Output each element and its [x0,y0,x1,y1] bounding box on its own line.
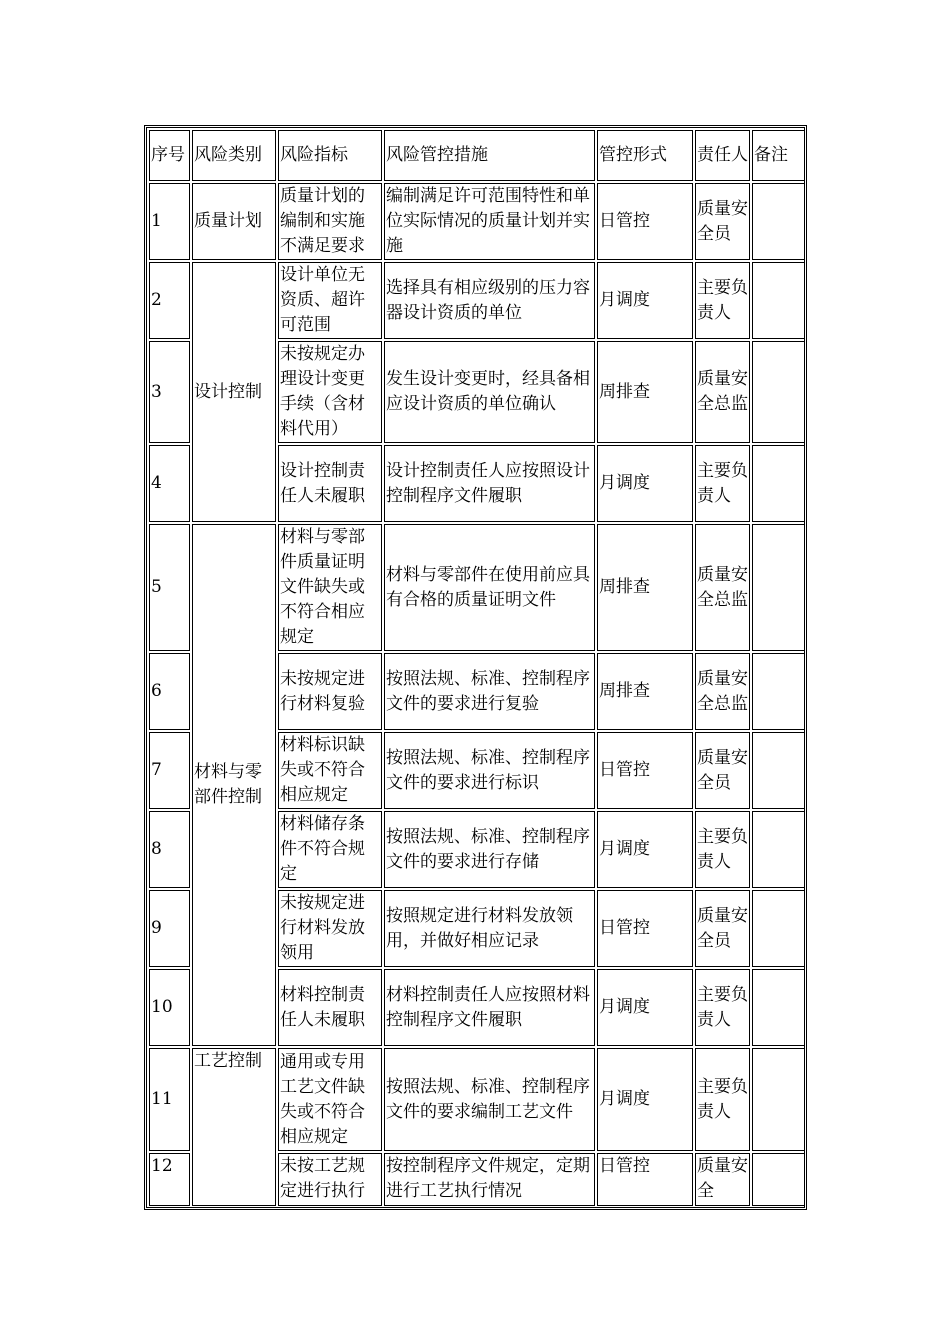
row-seq: 5 [149,524,190,651]
row-measure: 选择具有相应级别的压力容器设计资质的单位 [384,262,595,339]
risk-control-table [147,128,807,1208]
table-row [149,262,807,339]
header-measure: 风险管控措施 [384,130,595,181]
row-indicator: 未按规定进行材料复验 [278,653,382,730]
row-note [752,969,807,1046]
row-note [752,524,807,651]
row-seq: 3 [149,341,190,443]
row-note [752,811,807,888]
row-indicator: 材料与零部件质量证明文件缺失或不符合相应规定 [278,524,382,651]
row-owner: 主要负责人 [695,811,750,888]
risk-control-table-frame [144,125,807,1210]
row-owner: 质量安全总监 [695,524,750,651]
header-seq: 序号 [149,130,190,181]
header-category: 风险类别 [192,130,276,181]
row-seq: 9 [149,890,190,967]
row-note [752,262,807,339]
row-form: 月调度 [597,811,693,888]
row-seq: 4 [149,445,190,522]
header-form: 管控形式 [597,130,693,181]
row-indicator: 设计控制责任人未履职 [278,445,382,522]
row-owner: 质量安全总监 [695,341,750,443]
row-indicator: 未按规定进行材料发放领用 [278,890,382,967]
row-indicator: 未按规定办理设计变更手续（含材料代用） [278,341,382,443]
row-measure: 按照法规、标准、控制程序文件的要求进行存储 [384,811,595,888]
row-owner: 主要负责人 [695,262,750,339]
header-indicator: 风险指标 [278,130,382,181]
row-seq: 7 [149,732,190,809]
table-row [149,524,807,651]
row-note [752,341,807,443]
row-note [752,1153,807,1206]
row-form: 月调度 [597,262,693,339]
table-row [149,183,807,260]
row-note [752,445,807,522]
row-measure: 设计控制责任人应按照设计控制程序文件履职 [384,445,595,522]
row-form: 日管控 [597,732,693,809]
category-cell: 质量计划 [192,183,276,260]
row-form: 月调度 [597,445,693,522]
row-owner: 质量安全员 [695,732,750,809]
row-owner: 主要负责人 [695,969,750,1046]
row-owner: 主要负责人 [695,1048,750,1151]
row-seq: 12 [149,1153,190,1206]
row-form: 月调度 [597,969,693,1046]
row-form: 周排查 [597,653,693,730]
row-seq: 6 [149,653,190,730]
row-owner: 质量安全总监 [695,653,750,730]
row-indicator: 质量计划的编制和实施不满足要求 [278,183,382,260]
row-form: 月调度 [597,1048,693,1151]
row-indicator: 材料标识缺失或不符合相应规定 [278,732,382,809]
row-note [752,183,807,260]
row-measure: 材料控制责任人应按照材料控制程序文件履职 [384,969,595,1046]
row-form: 日管控 [597,890,693,967]
row-seq: 8 [149,811,190,888]
row-indicator: 材料储存条件不符合规定 [278,811,382,888]
header-owner: 责任人 [695,130,750,181]
category-cell: 材料与零部件控制 [192,524,276,1046]
row-form: 周排查 [597,341,693,443]
row-indicator: 通用或专用工艺文件缺失或不符合相应规定 [278,1048,382,1151]
table-row [149,1048,807,1151]
row-measure: 编制满足许可范围特性和单位实际情况的质量计划并实施 [384,183,595,260]
row-note [752,890,807,967]
row-owner: 质量安全员 [695,183,750,260]
row-measure: 按照规定进行材料发放领用，并做好相应记录 [384,890,595,967]
row-seq: 11 [149,1048,190,1151]
row-indicator: 材料控制责任人未履职 [278,969,382,1046]
row-owner: 主要负责人 [695,445,750,522]
row-seq: 10 [149,969,190,1046]
row-indicator: 设计单位无资质、超许可范围 [278,262,382,339]
row-measure: 按照法规、标准、控制程序文件的要求编制工艺文件 [384,1048,595,1151]
header-row [149,130,807,181]
header-note: 备注 [752,130,807,181]
row-form: 日管控 [597,1153,693,1206]
category-cell: 设计控制 [192,262,276,522]
row-seq: 2 [149,262,190,339]
row-measure: 发生设计变更时，经具备相应设计资质的单位确认 [384,341,595,443]
row-owner: 质量安全 [695,1153,750,1206]
row-note [752,732,807,809]
row-measure: 按照法规、标准、控制程序文件的要求进行复验 [384,653,595,730]
row-note [752,653,807,730]
row-indicator: 未按工艺规定进行执行 [278,1153,382,1206]
row-measure: 材料与零部件在使用前应具有合格的质量证明文件 [384,524,595,651]
row-owner: 质量安全员 [695,890,750,967]
row-measure: 按照法规、标准、控制程序文件的要求进行标识 [384,732,595,809]
row-measure: 按控制程序文件规定，定期进行工艺执行情况 [384,1153,595,1206]
row-form: 周排查 [597,524,693,651]
row-form: 日管控 [597,183,693,260]
row-note [752,1048,807,1151]
category-cell: 工艺控制 [192,1048,276,1206]
row-seq: 1 [149,183,190,260]
